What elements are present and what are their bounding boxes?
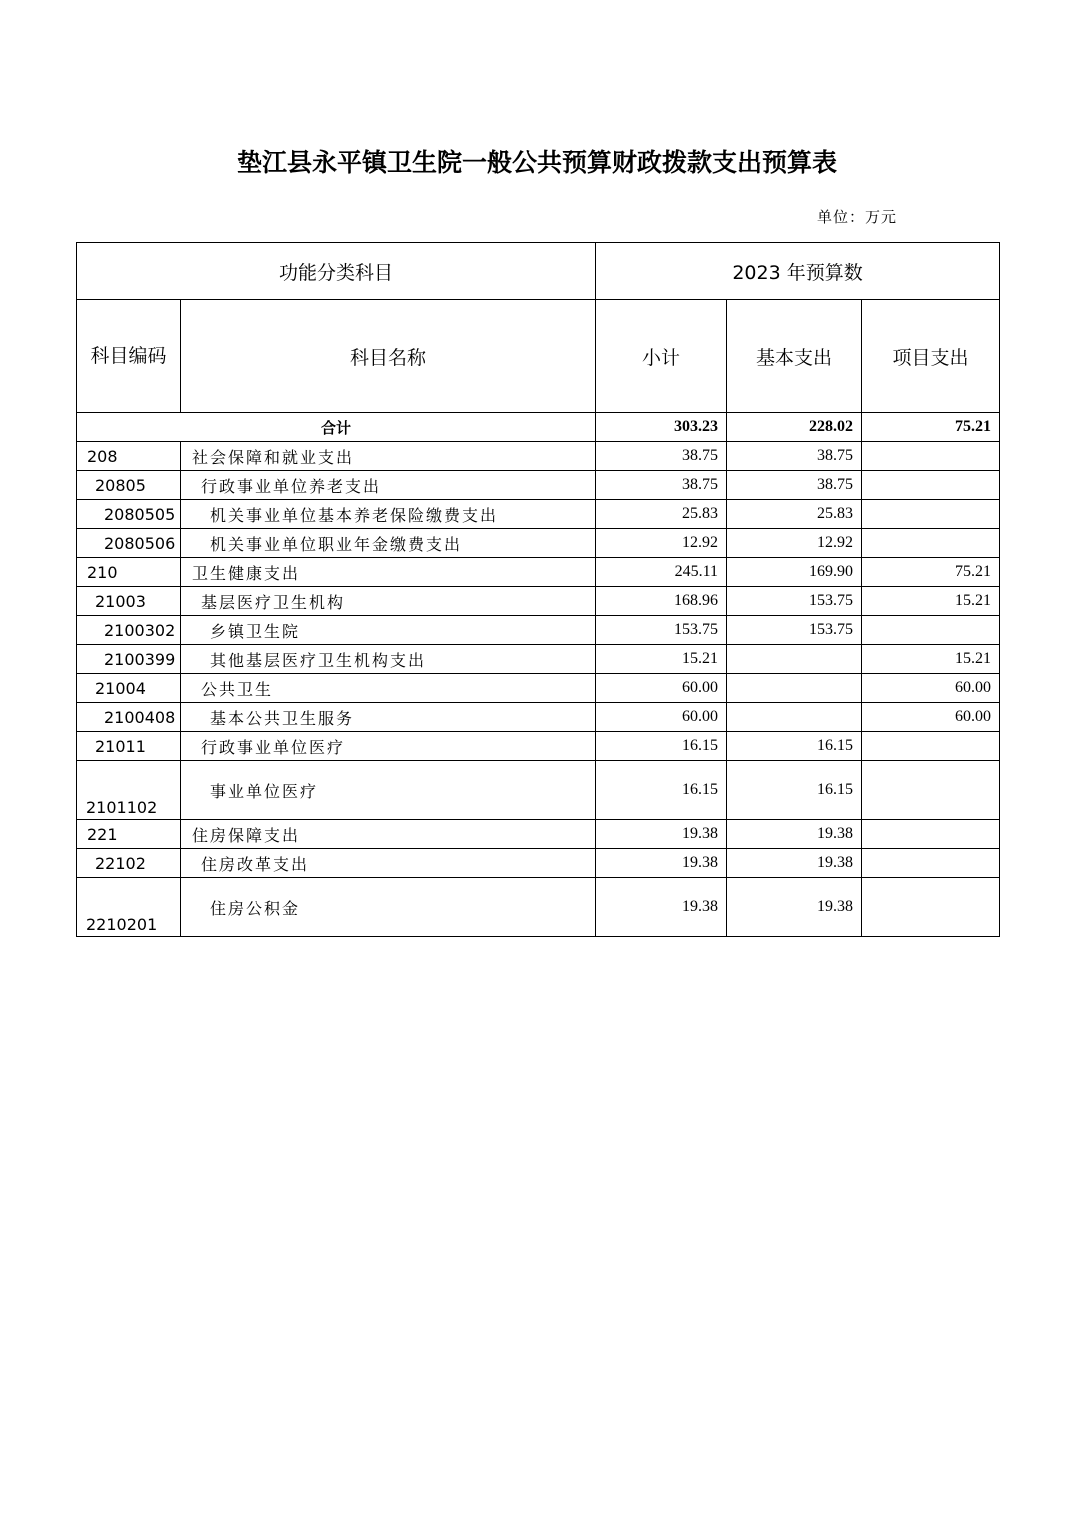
- row-name: 住房保障支出: [181, 820, 596, 849]
- table-row: [77, 674, 1000, 703]
- row-project: 15.21: [862, 587, 1000, 616]
- row-code: 2101102: [77, 761, 181, 820]
- table-row: [77, 558, 1000, 587]
- row-name: 乡镇卫生院: [181, 616, 596, 645]
- row-basic: 153.75: [727, 616, 862, 645]
- row-project: [862, 878, 1000, 937]
- row-name: 社会保障和就业支出: [181, 442, 596, 471]
- row-code: 2080506: [77, 529, 181, 558]
- row-basic: 19.38: [727, 820, 862, 849]
- total-row: [77, 413, 1000, 442]
- row-name: 事业单位医疗: [181, 761, 596, 820]
- unit-label: 单位：万元: [817, 208, 898, 226]
- row-code: 208: [77, 442, 181, 471]
- table-row: [77, 703, 1000, 732]
- row-basic: 19.38: [727, 849, 862, 878]
- row-basic: 25.83: [727, 500, 862, 529]
- row-project: [862, 471, 1000, 500]
- table-row: [77, 820, 1000, 849]
- row-project: [862, 820, 1000, 849]
- row-subtotal: 60.00: [596, 703, 727, 732]
- row-name: 机关事业单位职业年金缴费支出: [181, 529, 596, 558]
- row-name: 行政事业单位医疗: [181, 732, 596, 761]
- row-subtotal: 25.83: [596, 500, 727, 529]
- row-subtotal: 12.92: [596, 529, 727, 558]
- row-basic: 38.75: [727, 442, 862, 471]
- row-name: 基层医疗卫生机构: [181, 587, 596, 616]
- table-row: [77, 878, 1000, 937]
- row-code: 20805: [77, 471, 181, 500]
- table-row: [77, 587, 1000, 616]
- table-row: [77, 732, 1000, 761]
- row-project: [862, 849, 1000, 878]
- row-code: 2100408: [77, 703, 181, 732]
- row-project: [862, 442, 1000, 471]
- basic-header: 基本支出: [727, 300, 862, 413]
- row-basic: [727, 645, 862, 674]
- row-subtotal: 19.38: [596, 849, 727, 878]
- row-subtotal: 168.96: [596, 587, 727, 616]
- row-project: [862, 529, 1000, 558]
- row-basic: [727, 674, 862, 703]
- row-subtotal: 19.38: [596, 878, 727, 937]
- row-code: 2210201: [77, 878, 181, 937]
- row-code: 221: [77, 820, 181, 849]
- row-name: 住房公积金: [181, 878, 596, 937]
- row-basic: [727, 703, 862, 732]
- row-name: 机关事业单位基本养老保险缴费支出: [181, 500, 596, 529]
- row-project: [862, 616, 1000, 645]
- row-name: 住房改革支出: [181, 849, 596, 878]
- row-name: 行政事业单位养老支出: [181, 471, 596, 500]
- document-title: 垫江县永平镇卫生院一般公共预算财政拨款支出预算表: [236, 148, 837, 177]
- row-subtotal: 153.75: [596, 616, 727, 645]
- row-project: 60.00: [862, 674, 1000, 703]
- row-code: 22102: [77, 849, 181, 878]
- row-subtotal: 38.75: [596, 442, 727, 471]
- row-name: 其他基层医疗卫生机构支出: [181, 645, 596, 674]
- row-code: 21003: [77, 587, 181, 616]
- name-header: 科目名称: [181, 300, 596, 413]
- row-basic: 38.75: [727, 471, 862, 500]
- project-header: 项目支出: [862, 300, 1000, 413]
- code-header: 科目编码: [77, 300, 181, 413]
- row-name: 基本公共卫生服务: [181, 703, 596, 732]
- row-basic: 16.15: [727, 732, 862, 761]
- row-code: 21011: [77, 732, 181, 761]
- row-project: [862, 761, 1000, 820]
- budget-table: [76, 242, 1000, 937]
- total-project: 75.21: [862, 413, 1000, 442]
- row-subtotal: 245.11: [596, 558, 727, 587]
- subtotal-header: 小计: [596, 300, 727, 413]
- table-row: [77, 471, 1000, 500]
- category-header: 功能分类科目: [77, 243, 596, 300]
- row-basic: 169.90: [727, 558, 862, 587]
- table-row: [77, 645, 1000, 674]
- row-project: 75.21: [862, 558, 1000, 587]
- table-row: [77, 442, 1000, 471]
- table-row: [77, 529, 1000, 558]
- table-body: [77, 413, 1000, 937]
- row-code: 2100302: [77, 616, 181, 645]
- table-row: [77, 500, 1000, 529]
- row-subtotal: 16.15: [596, 761, 727, 820]
- row-subtotal: 60.00: [596, 674, 727, 703]
- row-subtotal: 19.38: [596, 820, 727, 849]
- row-project: [862, 732, 1000, 761]
- row-subtotal: 38.75: [596, 471, 727, 500]
- total-subtotal: 303.23: [596, 413, 727, 442]
- budget-year-header: 2023 年预算数: [596, 243, 1000, 300]
- row-project: 60.00: [862, 703, 1000, 732]
- row-basic: 153.75: [727, 587, 862, 616]
- row-project: [862, 500, 1000, 529]
- row-code: 21004: [77, 674, 181, 703]
- row-code: 2080505: [77, 500, 181, 529]
- row-subtotal: 16.15: [596, 732, 727, 761]
- table-row: [77, 761, 1000, 820]
- row-code: 210: [77, 558, 181, 587]
- total-label: 合计: [77, 413, 596, 442]
- row-basic: 16.15: [727, 761, 862, 820]
- row-name: 卫生健康支出: [181, 558, 596, 587]
- total-basic: 228.02: [727, 413, 862, 442]
- row-basic: 12.92: [727, 529, 862, 558]
- row-project: 15.21: [862, 645, 1000, 674]
- row-basic: 19.38: [727, 878, 862, 937]
- row-name: 公共卫生: [181, 674, 596, 703]
- row-subtotal: 15.21: [596, 645, 727, 674]
- table-row: [77, 849, 1000, 878]
- row-code: 2100399: [77, 645, 181, 674]
- table-row: [77, 616, 1000, 645]
